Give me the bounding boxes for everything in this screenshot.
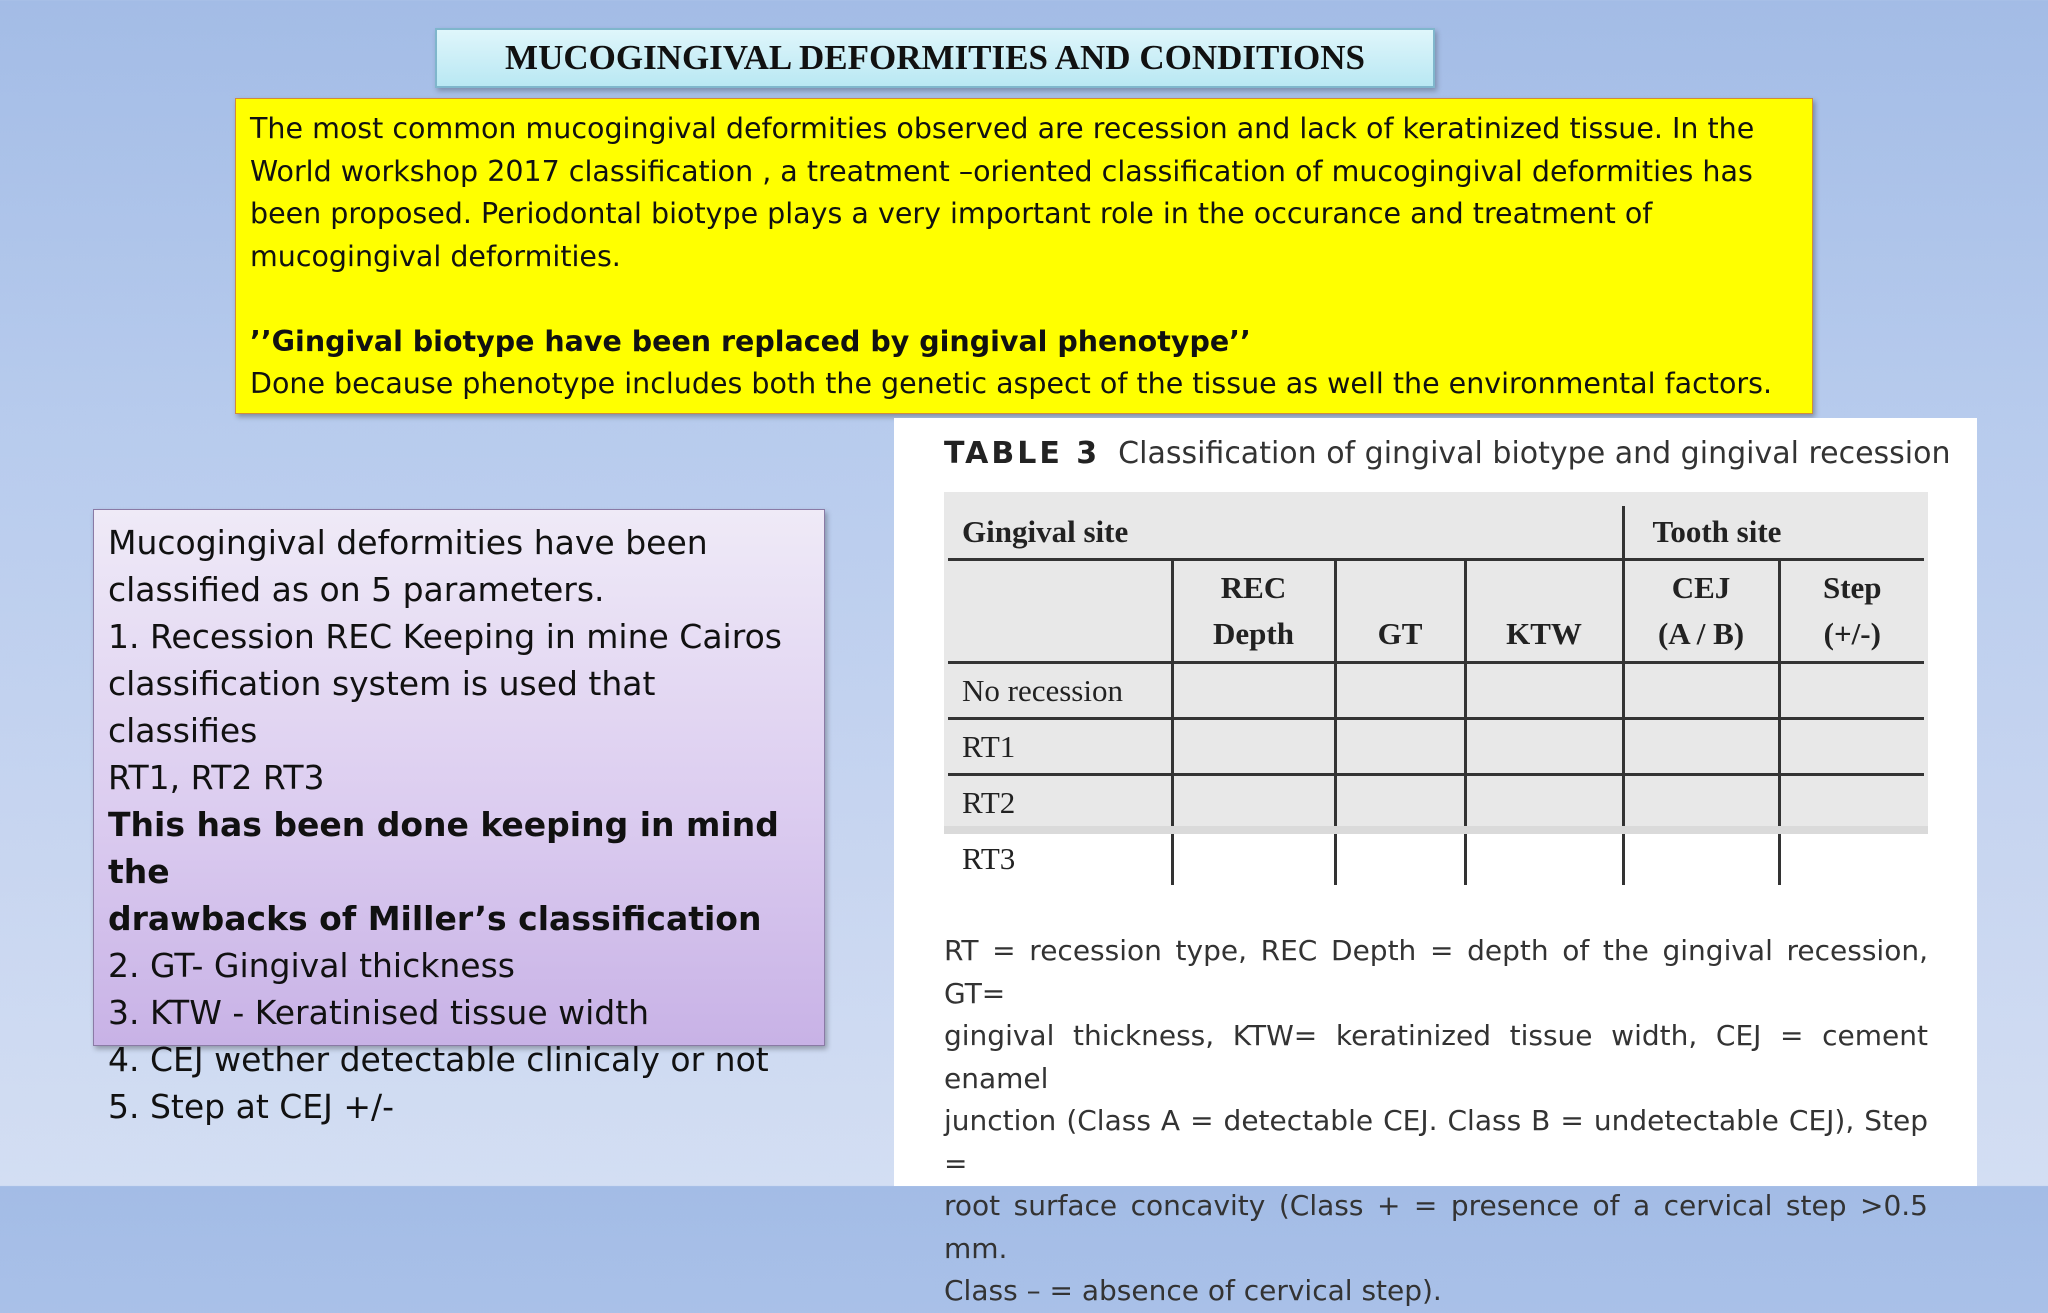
parameters-bold-line: This has been done keeping in mind the	[108, 805, 779, 891]
table-figure	[894, 418, 1977, 1307]
intro-line: mucogingival deformities.	[250, 239, 621, 273]
table-cell	[1779, 663, 1924, 719]
parameters-line: Mucogingival deformities have been	[108, 523, 708, 562]
header-gt: GT	[1335, 560, 1465, 663]
parameter-item: 3. KTW - Keratinised tissue width	[108, 993, 650, 1032]
header-step: Step (+/-)	[1779, 560, 1924, 663]
table-row	[948, 663, 1924, 719]
table-cell	[1172, 831, 1335, 886]
table-cell	[1779, 719, 1924, 775]
table-cell	[1172, 663, 1335, 719]
intro-quote: ’’Gingival biotype have been replaced by gingival phenotype’’	[250, 324, 1251, 358]
parameters-line: 1. Recession REC Keeping in mine Cairos	[108, 617, 782, 656]
header-cej: CEJ (A / B)	[1623, 560, 1779, 663]
parameter-item: 4. CEJ wether detectable clinicaly or not	[108, 1040, 769, 1079]
table-cell	[1623, 719, 1779, 775]
table-cell	[1465, 663, 1623, 719]
parameter-item: 5. Step at CEJ +/-	[108, 1087, 395, 1126]
table-cell	[1465, 775, 1623, 831]
parameters-line: classification system is used that classifies	[108, 664, 656, 750]
table-cell	[1623, 775, 1779, 831]
table-cell	[1623, 663, 1779, 719]
parameters-box	[93, 509, 825, 1126]
footnote-line: junction (Class A = detectable CEJ. Class B = undetectable CEJ), Step =	[944, 1104, 1928, 1180]
table-column-header-row	[948, 560, 1924, 663]
header-ktw: KTW	[1465, 560, 1623, 663]
table-cell	[1335, 719, 1465, 775]
table-cell	[1623, 831, 1779, 886]
table-bottom-rule	[944, 826, 1928, 834]
footnote-line: gingival thickness, KTW= keratinized tissue width, CEJ = cement enamel	[944, 1019, 1928, 1095]
intro-line: been proposed. Periodontal biotype plays a very important role in the occurance and treatment of	[250, 197, 1653, 230]
table-caption-text: Classification of gingival biotype and gingival recession	[1118, 436, 1951, 471]
table-footnote	[944, 930, 1928, 1313]
parameters-line: classified as on 5 parameters.	[108, 570, 605, 609]
header-rec-depth: REC Depth	[1172, 560, 1335, 663]
header-empty-cell	[948, 560, 1172, 663]
table-cell	[1465, 831, 1623, 886]
row-label: RT2	[948, 775, 1172, 831]
header-gingival-site: Gingival site	[948, 506, 1623, 560]
table-row	[948, 775, 1924, 831]
intro-note: Done because phenotype includes both the genetic aspect of the tissue as well the environmental factors.	[250, 367, 1773, 400]
header-tooth-site: Tooth site	[1623, 506, 1924, 560]
row-label: RT1	[948, 719, 1172, 775]
table-frame	[944, 492, 1928, 876]
table-cell	[1335, 663, 1465, 719]
parameters-line: RT1, RT2 RT3	[108, 758, 325, 797]
table-caption-label: TABLE 3	[944, 436, 1101, 471]
footnote-line: RT = recession type, REC Depth = depth of the gingival recession, GT=	[944, 934, 1928, 1010]
table-group-header-row	[948, 506, 1924, 560]
table-row	[948, 719, 1924, 775]
intro-box	[235, 98, 1813, 414]
table-cell	[1779, 775, 1924, 831]
parameters-bold-line: drawbacks of Miller’s classification	[108, 899, 762, 938]
parameter-item: 2. GT- Gingival thickness	[108, 946, 515, 985]
row-label: RT3	[962, 840, 1016, 876]
intro-spacer	[250, 278, 1798, 321]
table-cell	[1465, 719, 1623, 775]
table-cell	[1172, 775, 1335, 831]
table-cell	[1779, 831, 1924, 886]
footnote-line: Class – = absence of cervical step).	[944, 1274, 1442, 1307]
footnote-line: root surface concavity (Class + = presence of a cervical step >0.5 mm.	[944, 1189, 1928, 1265]
table-cell	[1335, 775, 1465, 831]
table-row	[948, 831, 1924, 886]
slide-title	[435, 28, 1435, 88]
intro-line: World workshop 2017 classification , a treatment –oriented classification of mucogingival deformities has	[250, 154, 1753, 188]
table-caption	[944, 436, 1954, 471]
table-cell	[1172, 719, 1335, 775]
table-cell	[1335, 831, 1465, 886]
intro-line: The most common mucogingival deformities observed are recession and lack of keratinized tissue. In the	[250, 112, 1755, 145]
row-label: No recession	[948, 663, 1172, 719]
slide-title-text: MUCOGINGIVAL DEFORMITIES AND CONDITIONS	[505, 38, 1365, 77]
